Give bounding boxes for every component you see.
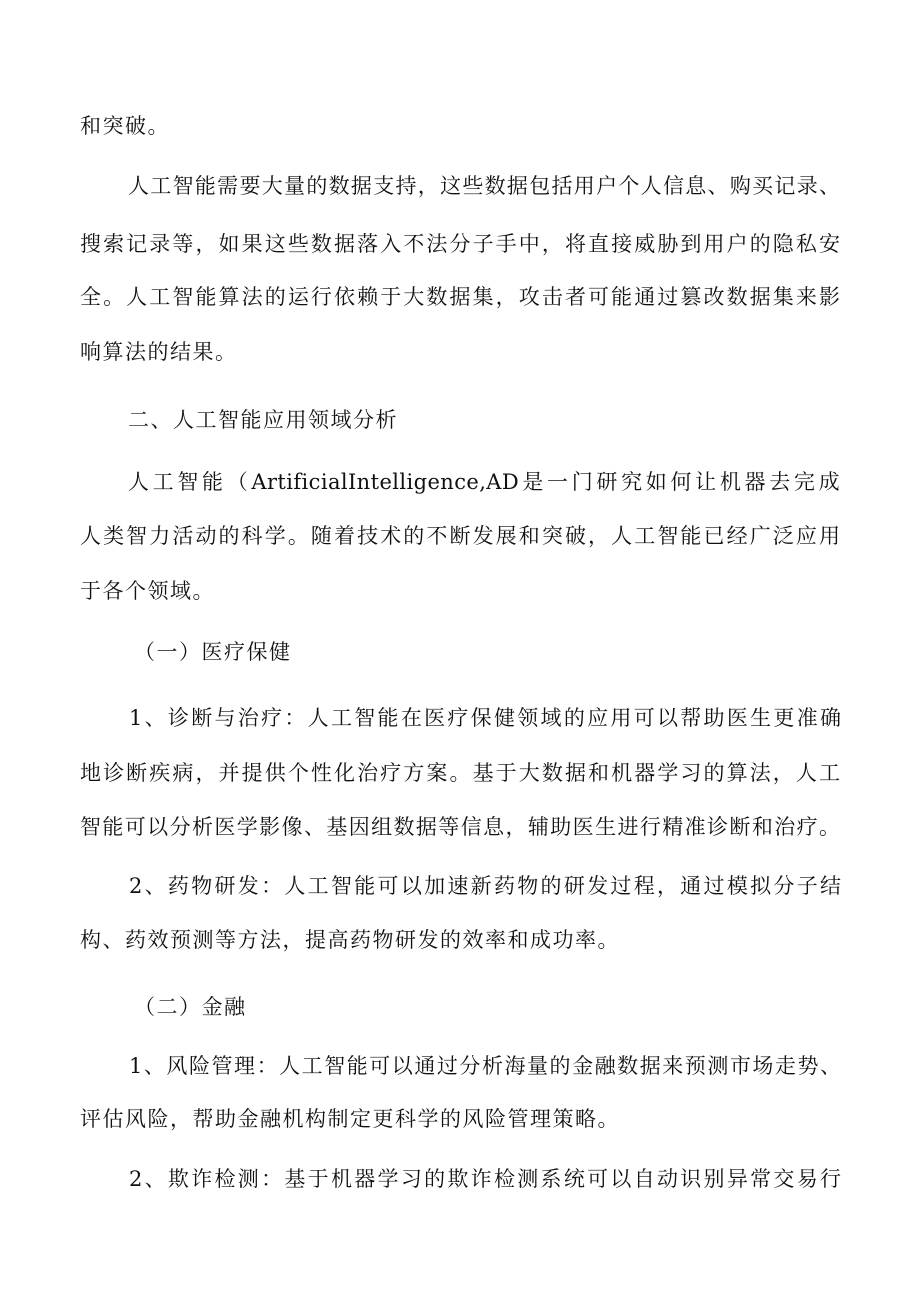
text-line: 人类智力活动的科学。随着技术的不断发展和突破，人工智能已经广泛应用 <box>80 524 840 548</box>
text-line: 响算法的结果。 <box>80 340 238 364</box>
text-line: 地诊断疾病，并提供个性化治疗方案。基于大数据和机器学习的算法，人工 <box>80 761 840 785</box>
section-heading: 二、人工智能应用领域分析 <box>128 408 398 432</box>
subsection-heading: （二）金融 <box>134 995 247 1019</box>
text-line: 全。人工智能算法的运行依赖于大数据集，攻击者可能通过篡改数据集来影 <box>80 285 840 309</box>
text-line: 1、诊断与治疗：人工智能在医疗保健领域的应用可以帮助医生更准确 <box>129 706 841 730</box>
text-line: 构、药效预测等方法，提高药物研发的效率和成功率。 <box>80 928 620 952</box>
text-line: 和突破。 <box>80 114 170 138</box>
text-line: 人工智能需要大量的数据支持，这些数据包括用户个人信息、购买记录、 <box>128 174 840 198</box>
text-line: 2、药物研发：人工智能可以加速新药物的研发过程，通过模拟分子结 <box>129 874 841 898</box>
text-line: 搜索记录等，如果这些数据落入不法分子手中，将直接威胁到用户的隐私安 <box>80 232 840 256</box>
text-line: 于各个领域。 <box>80 579 215 603</box>
text-line: 2、欺诈检测：基于机器学习的欺诈检测系统可以自动识别异常交易行 <box>129 1167 841 1191</box>
text-line: 评估风险，帮助金融机构制定更科学的风险管理策略。 <box>80 1107 620 1131</box>
subsection-heading: （一）医疗保健 <box>134 640 292 664</box>
text-line: 1、风险管理：人工智能可以通过分析海量的金融数据来预测市场走势、 <box>129 1054 841 1078</box>
text-line: 人工智能（ArtificialIntelligence,AD是一门研究如何让机器去完成 <box>128 470 840 494</box>
text-line: 智能可以分析医学影像、基因组数据等信息，辅助医生进行精准诊断和治疗。 <box>80 815 840 839</box>
